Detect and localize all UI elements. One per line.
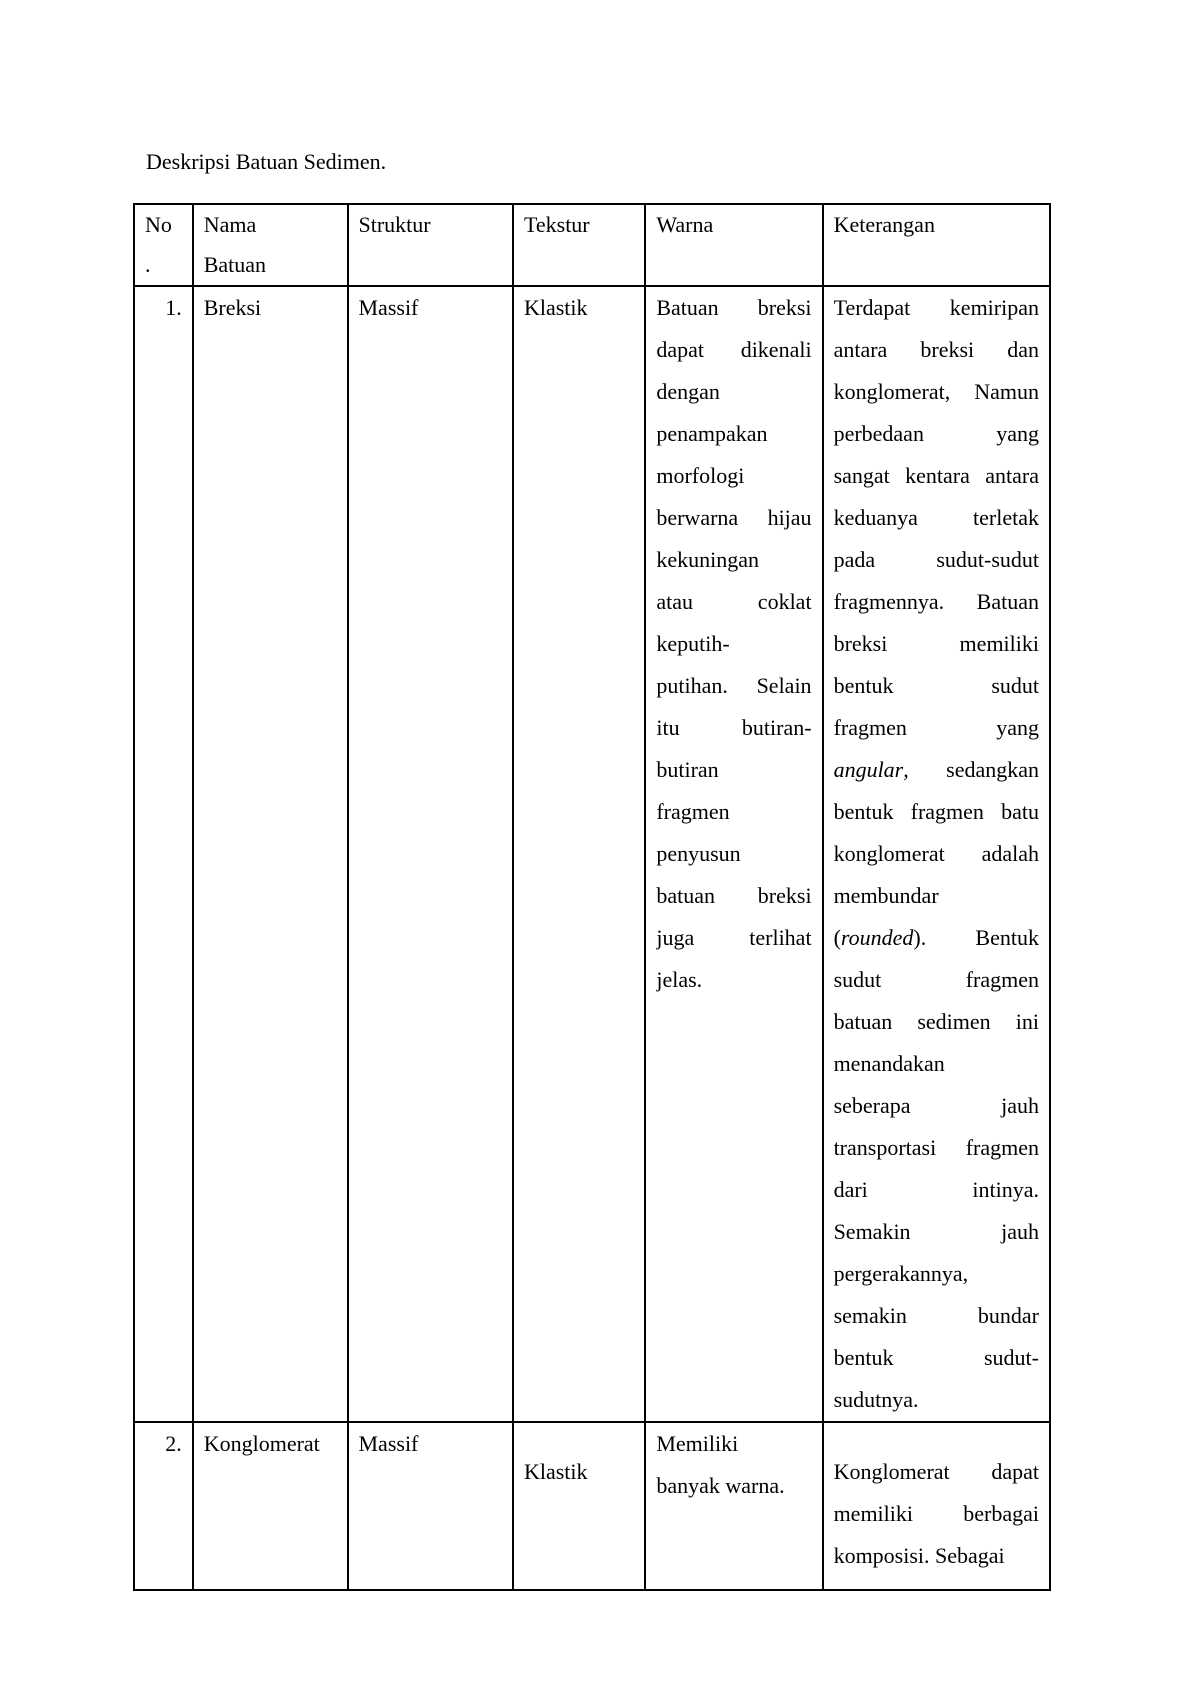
page-title: Deskripsi Batuan Sedimen. (146, 149, 387, 174)
text-line: bentuk fragmen batu (833, 799, 1039, 824)
text-line: menandakan (833, 1051, 945, 1076)
text-line: konglomerat adalah (833, 841, 1039, 866)
rock-notes (823, 286, 1050, 1422)
rock-description-table (133, 203, 1051, 1591)
header-no-line1: No (145, 212, 172, 237)
text-line: Semakin jauh (833, 1219, 1039, 1244)
header-nama-line2: Batuan (203, 252, 267, 277)
text-line: memiliki berbagai (833, 1501, 1039, 1526)
text-line: batuan sedimen ini (833, 1009, 1039, 1034)
warna-text (656, 1423, 811, 1507)
text-line: konglomerat, Namun (833, 379, 1039, 404)
text-line: jelas. (656, 967, 703, 992)
text-line: sudut fragmen (833, 967, 1039, 992)
rock-texture: Klastik (513, 1422, 645, 1590)
text-line: berwarna hijau (656, 505, 812, 530)
text-line: sudutnya. (833, 1387, 919, 1412)
text-line: putihan. Selain (656, 673, 812, 698)
text-line: (rounded). Bentuk (833, 925, 1039, 950)
text-line: keduanya terletak (833, 505, 1039, 530)
row-number: 1. (134, 286, 193, 1422)
text-line: angular, sedangkan (833, 757, 1039, 782)
rock-color-description (645, 286, 822, 1422)
text-line: keputih- (656, 631, 730, 656)
table-row (134, 1422, 1050, 1590)
text-line: semakin bundar (833, 1303, 1039, 1328)
text-line: juga terlihat (656, 925, 812, 950)
keterangan-text (834, 1451, 1039, 1589)
header-no-line2: . (145, 252, 151, 277)
text-line: Terdapat kemiripan (833, 295, 1039, 320)
header-struktur: Struktur (348, 204, 513, 286)
text-line: komposisi. Sebagai (833, 1543, 1005, 1568)
header-no (134, 204, 193, 286)
text-line: Batuan breksi (656, 295, 812, 320)
text-line: bentuk sudut (833, 673, 1039, 698)
text-line: pergerakannya, (833, 1261, 969, 1286)
text-line: fragmen yang (833, 715, 1039, 740)
rock-texture: Klastik (513, 286, 645, 1422)
warna-text (656, 287, 811, 1001)
header-nama-batuan (193, 204, 348, 286)
table-header-row (134, 204, 1050, 286)
header-keterangan: Keterangan (823, 204, 1050, 286)
text-line: fragmen (656, 799, 730, 824)
text-line: fragmennya. Batuan (833, 589, 1039, 614)
text-line: pada sudut-sudut (833, 547, 1039, 572)
header-nama-line1: Nama (203, 212, 257, 237)
text-line: sangat kentara antara (833, 463, 1039, 488)
rock-structure: Massif (348, 1422, 513, 1590)
text-line: atau coklat (656, 589, 812, 614)
text-line: batuan breksi (656, 883, 812, 908)
text-line: banyak warna. (656, 1473, 785, 1498)
header-tekstur: Tekstur (513, 204, 645, 286)
text-line: Memiliki (656, 1431, 739, 1456)
text-line: membundar (833, 883, 939, 908)
rock-color-description (645, 1422, 822, 1590)
text-line: bentuk sudut- (833, 1345, 1039, 1370)
text-line: itu butiran- (656, 715, 812, 740)
header-warna: Warna (645, 204, 822, 286)
text-line: antara breksi dan (833, 337, 1039, 362)
rock-structure: Massif (348, 286, 513, 1422)
text-line: breksi memiliki (833, 631, 1039, 656)
text-line: Konglomerat dapat (833, 1459, 1039, 1484)
text-line: dapat dikenali (656, 337, 812, 362)
rock-name: Konglomerat (193, 1422, 348, 1590)
table-row (134, 286, 1050, 1422)
text-line: seberapa jauh (833, 1093, 1039, 1118)
text-line: dari intinya. (833, 1177, 1039, 1202)
text-line: kekuningan (656, 547, 759, 572)
keterangan-text (834, 287, 1039, 1421)
text-line: transportasi fragmen (833, 1135, 1039, 1160)
row-number: 2. (134, 1422, 193, 1590)
text-line: morfologi (656, 463, 745, 488)
rock-notes (823, 1422, 1050, 1590)
text-line: butiran (656, 757, 719, 782)
text-line: penyusun (656, 841, 741, 866)
rock-name: Breksi (193, 286, 348, 1422)
text-line: dengan (656, 379, 720, 404)
text-line: perbedaan yang (833, 421, 1039, 446)
text-line: penampakan (656, 421, 768, 446)
